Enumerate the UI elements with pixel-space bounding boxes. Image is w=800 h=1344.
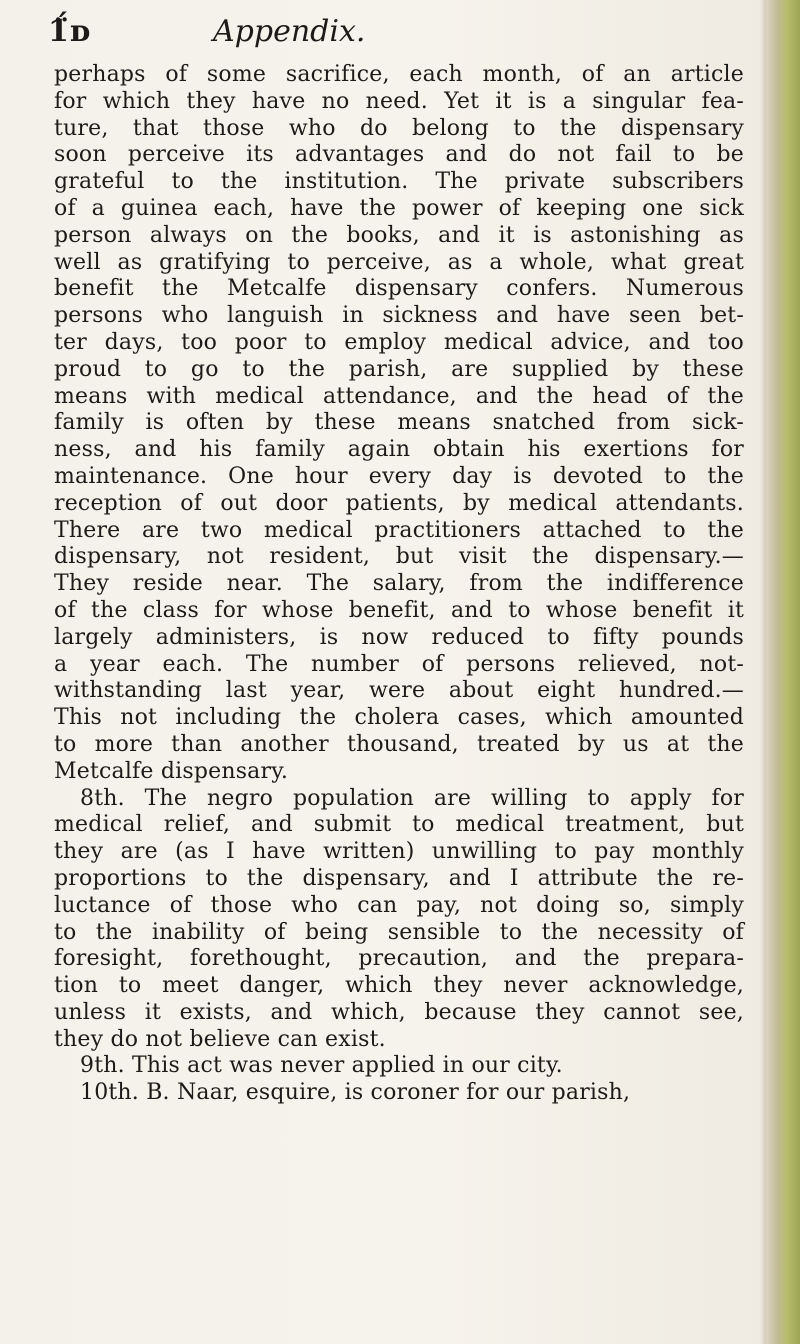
text-line: well as gratifying to perceive, as a whole, what great xyxy=(54,249,744,275)
text-line: soon perceive its advantages and do not fail to be xyxy=(54,142,744,168)
text-line: luctance of those who can pay, not doing so, simply xyxy=(54,892,744,918)
text-line: largely administers, is now reduced to fifty pounds xyxy=(54,624,744,650)
book-spine-edge xyxy=(766,0,800,1344)
text-line: dispensary, not resident, but visit the dispensary.— xyxy=(54,544,744,570)
text-line: perhaps of some sacrifice, each month, of an article xyxy=(54,62,744,87)
text-line: medical relief, and submit to medical treatment, but xyxy=(54,812,744,838)
text-line: of the class for whose benefit, and to whose benefit it xyxy=(54,597,744,623)
text-line: of a guinea each, have the power of keeping one sick xyxy=(54,195,744,221)
text-line: tion to meet danger, which they never acknowledge, xyxy=(54,973,744,999)
text-line: they do not believe can exist. xyxy=(54,1026,386,1052)
body-text xyxy=(54,62,744,1107)
page-number: 1̈́ᴅ xyxy=(48,14,92,49)
text-line: foresight, forethought, precaution, and the prepara- xyxy=(54,946,744,972)
text-line: proud to go to the parish, are supplied by these xyxy=(54,356,744,382)
text-line: withstanding last year, were about eight hundred.— xyxy=(54,678,744,704)
text-line: proportions to the dispensary, and I attribute the re- xyxy=(54,865,744,891)
text-line: ture, that those who do belong to the dispensary xyxy=(54,115,744,141)
text-line: ter days, too poor to employ medical advice, and too xyxy=(54,329,744,355)
text-line: 8th. The negro population are willing to apply for xyxy=(80,785,744,811)
running-head xyxy=(48,12,748,52)
text-line: they are (as I have written) unwilling to pay monthly xyxy=(54,839,744,865)
text-line: They reside near. The salary, from the indifference xyxy=(54,571,744,597)
text-line: reception of out door patients, by medical attendants. xyxy=(54,490,744,516)
text-line: to more than another thousand, treated by us at the xyxy=(54,731,744,757)
text-line: 10th. B. Naar, esquire, is coroner for our parish, xyxy=(80,1080,631,1106)
text-line: 9th. This act was never applied in our city. xyxy=(80,1053,563,1079)
text-line: This not including the cholera cases, which amounted xyxy=(54,705,744,731)
text-line: benefit the Metcalfe dispensary confers. Numerous xyxy=(54,276,744,302)
running-title: Appendix. xyxy=(213,14,366,49)
text-line: maintenance. One hour every day is devoted to the xyxy=(54,463,744,489)
text-line: to the inability of being sensible to the necessity of xyxy=(54,919,744,945)
text-line: ness, and his family again obtain his exertions for xyxy=(54,437,744,463)
text-line: grateful to the institution. The private subscribers xyxy=(54,169,744,195)
text-line: means with medical attendance, and the head of the xyxy=(54,383,744,409)
text-line: unless it exists, and which, because they cannot see, xyxy=(54,999,744,1025)
paragraph-10th xyxy=(54,1080,744,1107)
paragraph-1 xyxy=(54,62,744,786)
text-line: person always on the books, and it is astonishing as xyxy=(54,222,744,248)
text-line: a year each. The number of persons relieved, not- xyxy=(54,651,744,677)
text-line: persons who languish in sickness and have seen bet- xyxy=(54,303,744,329)
text-line: There are two medical practitioners attached to the xyxy=(54,517,744,543)
paragraph-8th xyxy=(54,786,744,1054)
text-line: family is often by these means snatched from sick- xyxy=(54,410,744,436)
paragraph-9th xyxy=(54,1053,744,1080)
text-line: for which they have no need. Yet it is a singular fea- xyxy=(54,88,744,114)
text-line: Metcalfe dispensary. xyxy=(54,758,289,784)
